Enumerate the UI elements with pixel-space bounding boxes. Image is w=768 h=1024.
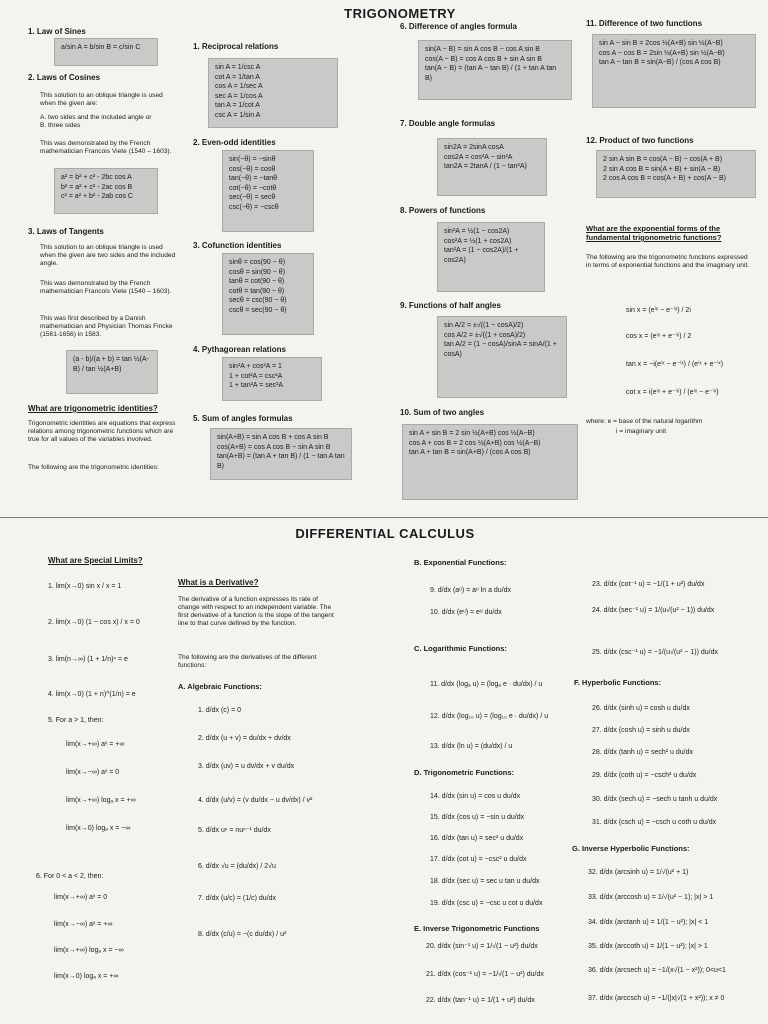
law-of-tangents-first: This was first described by a Danish mathematician and Physician Thomas Fincke (1561-1656) in 1583.: [40, 315, 173, 338]
even-odd-cos: cos(−θ) = cosθ: [229, 165, 276, 173]
pythagorean-box: [222, 357, 322, 401]
law-of-tangents-formula: (a - b)/(a + b) = tan ½(A-B) / tan ½(A+B): [73, 356, 149, 373]
logarithmic-13: 13. d/dx (ln u) = (du/dx) / u: [430, 743, 513, 750]
exp-where-e: where: e = base of the natural logarithm: [586, 418, 703, 425]
reciprocal-tan: tan A = 1/cot A: [215, 102, 260, 109]
half-angles-box: [437, 316, 567, 398]
powers-heading: 8. Powers of functions: [400, 206, 486, 215]
inverse-hyperbolic-37: 37. d/dx (arccsch u) = −1/(|x|√(1 + x²)); x ≠ 0: [588, 995, 725, 1002]
powers-box: [437, 222, 545, 292]
law-of-tangents-demo: This was demonstrated by the French mathematician Francois Viete (1540 – 1603).: [40, 280, 172, 295]
exp-where-i: i = imaginary unit: [616, 428, 667, 435]
exponential-forms-text: The following are the trigonometric functions expressed in terms of exponential functions and the imaginary unit.: [586, 254, 750, 269]
half-angles-tan: tan A/2 = (1 − cosA)/sinA = sinA/(1 + cosA): [444, 341, 557, 358]
even-odd-box: [222, 150, 314, 232]
product-cos-cos: 2 cos A cos B = cos(A + B) + cos(A − B): [603, 175, 726, 182]
diff-two-box: [592, 34, 756, 108]
algebraic-4: 4. d/dx (u/v) = (v du/dx − u dv/dx) / v²: [198, 797, 313, 804]
pythagorean-heading: 4. Pythagorean relations: [193, 345, 286, 354]
reciprocal-box: [208, 58, 338, 128]
inverse-hyperbolic-heading: G. Inverse Hyperbolic Functions:: [572, 844, 690, 853]
sum-two-tan: tan A + tan B = sin(A+B) / (cos A cos B): [409, 449, 531, 456]
trigonometric-14: 14. d/dx (sin u) = cos u du/dx: [430, 793, 521, 800]
reciprocal-cot: cot A = 1/tan A: [215, 73, 260, 81]
inverse-hyperbolic-33: 33. d/dx (arccosh u) = 1/√(u² − 1); |x| > 1: [588, 894, 714, 901]
law-of-tangents-text: This solution to an oblique triangle is used when the given are two sides and the included angle.: [40, 244, 176, 267]
diff-two-sin: sin A − sin B = 2cos ½(A+B) sin ½(A−B): [599, 40, 723, 47]
hyperbolic-29: 29. d/dx (coth u) = −csch² u du/dx: [592, 772, 697, 779]
double-angle-sin: sin2A = 2sinA cosA: [444, 144, 504, 151]
exponential-heading: B. Exponential Functions:: [414, 558, 507, 567]
calculus-title: DIFFERENTIAL CALCULUS: [295, 526, 475, 541]
reciprocal-heading: 1. Reciprocal relations: [193, 42, 279, 51]
law-of-cosines-heading: 2. Laws of Cosines: [28, 73, 101, 82]
logarithmic-11: 11. d/dx (logₐ u) = (logₐ e · du/dx) / u: [430, 681, 543, 688]
algebraic-heading: A. Algebraic Functions:: [178, 682, 262, 691]
trigonometric-15: 15. d/dx (cos u) = −sin u du/dx: [430, 814, 525, 821]
product-sin-cos: 2 sin A cos B = sin(A + B) + sin(A − B): [603, 165, 721, 173]
pythagorean-1: sin²A + cos²A = 1: [229, 363, 282, 370]
law-of-sines-formula: a/sin A = b/sin B = c/sin C: [61, 44, 141, 51]
powers-sin: sin²A = ½(1 − cos2A): [444, 228, 510, 235]
limit-5a: lim(x→+∞) aˣ = +∞: [66, 741, 125, 748]
limit-3: 3. lim(n→∞) (1 + 1/n)ⁿ = e: [48, 656, 128, 663]
product-sin-sin: 2 sin A sin B = cos(A − B) − cos(A + B): [603, 156, 723, 163]
algebraic-6: 6. d/dx √u = (du/dx) / 2√u: [198, 863, 276, 870]
trig-identities-following: The following are the trigonometric identities:: [28, 464, 159, 471]
diff-two-cos: cos A − cos B = 2sin ½(A+B) sin ½(A−B): [599, 49, 725, 57]
double-angle-cos: cos2A = cos²A − sin²A: [444, 153, 513, 161]
pythagorean-3: 1 + tan²A = sec²A: [229, 382, 284, 389]
algebraic-5: 5. d/dx uⁿ = nuⁿ⁻¹ du/dx: [198, 827, 271, 834]
cofunction-tan: tanθ = cot(90 − θ): [229, 278, 285, 285]
sum-two-heading: 10. Sum of two angles: [400, 408, 485, 417]
law-of-cosines-option-a: A. two sides and the included angle or: [40, 114, 152, 121]
half-angles-heading: 9. Functions of half angles: [400, 301, 501, 310]
even-odd-csc: csc(−θ) = −cscθ: [229, 203, 279, 211]
limit-5d: lim(x→0) logₐ x = −∞: [66, 825, 131, 832]
sum-two-sin: sin A + sin B = 2 sin ½(A+B) cos ½(A−B): [409, 430, 535, 437]
powers-cos: cos²A = ½(1 + cos2A): [444, 237, 512, 245]
diff-angles-cos: cos(A − B) = cos A cos B + sin A sin B: [425, 55, 542, 63]
inverse-hyperbolic-34: 34. d/dx (arctanh u) = 1/(1 − u²); |x| < 1: [588, 919, 709, 926]
law-of-cosines-formula-1: a² = b² + c² - 2bc cos A: [61, 174, 132, 181]
reciprocal-cos: cos A = 1/sec A: [215, 83, 263, 90]
law-of-sines-heading: 1. Law of Sines: [28, 27, 86, 36]
inverse-trig-21: 21. d/dx (cos⁻¹ u) = −1/√(1 − u²) du/dx: [426, 971, 544, 978]
algebraic-3: 3. d/dx (uv) = u dv/dx + v du/dx: [198, 763, 295, 770]
diff-angles-box: [418, 40, 572, 100]
exponential-9: 9. d/dx (aᵘ) = aᵘ ln a du/dx: [430, 587, 512, 594]
hyperbolic-30: 30. d/dx (sech u) = −sech u tanh u du/dx: [592, 796, 718, 803]
trig-identities-text: Trigonometric identities are equations that express relations among trigonometric functions which are true for all values of the variables involved.: [28, 420, 176, 443]
diff-two-tan: tan A − tan B = sin(A−B) / (cos A cos B): [599, 59, 721, 66]
diff-angles-heading: 6. Difference of angles formula: [400, 22, 517, 31]
half-angles-cos: cos A/2 = ±√((1 + cosA)/2): [444, 331, 526, 339]
even-odd-cot: cot(−θ) = −cotθ: [229, 184, 277, 192]
law-of-tangents-box: [66, 350, 158, 394]
double-angle-heading: 7. Double angle formulas: [400, 119, 496, 128]
exp-cos: cos x = (eⁱˣ + e⁻ⁱˣ) / 2: [626, 333, 692, 340]
diff-angles-tan: tan(A − B) = (tan A − tan B) / (1 + tan A tan B): [425, 65, 557, 82]
logarithmic-heading: C. Logarithmic Functions:: [414, 644, 507, 653]
hyperbolic-26: 26. d/dx (sinh u) = cosh u du/dx: [592, 705, 690, 712]
algebraic-8: 8. d/dx (c/u) = −(c du/dx) / u²: [198, 931, 287, 938]
reciprocal-sin: sin A = 1/csc A: [215, 64, 261, 71]
law-of-cosines-formula-2: b² = a² + c² - 2ac cos B: [61, 183, 133, 191]
sum-angles-heading: 5. Sum of angles formulas: [193, 414, 293, 423]
inverse-trig-heading: E. Inverse Trigonometric Functions: [414, 924, 540, 933]
sum-two-cos: cos A + cos B = 2 cos ½(A+B) cos ½(A−B): [409, 439, 541, 447]
hyperbolic-heading: F. Hyperbolic Functions:: [574, 678, 662, 687]
hyperbolic-28: 28. d/dx (tanh u) = sech² u du/dx: [592, 749, 693, 756]
double-angle-box: [437, 138, 547, 196]
derivative-text: The derivative of a function expresses its rate of change with respect to an independent variable. The first derivative of a function is the slope of the tangent line to that curve defined by the function.: [178, 596, 334, 627]
reciprocal-csc: csc A = 1/sin A: [215, 111, 261, 119]
exponential-10: 10. d/dx (eᵘ) = eᵘ du/dx: [430, 609, 502, 616]
algebraic-7: 7. d/dx (u/c) = (1/c) du/dx: [198, 895, 277, 902]
exponential-forms-heading: What are the exponential forms of the fundamental trigonometric functions?: [586, 224, 722, 242]
product-heading: 12. Product of two functions: [586, 136, 694, 145]
even-odd-tan: tan(−θ) = −tanθ: [229, 175, 278, 182]
trig-identities-heading: What are trigonometric identities?: [28, 404, 158, 413]
law-of-cosines-box: [54, 168, 158, 214]
even-odd-sin: sin(−θ) = −sinθ: [229, 156, 276, 163]
inverse-trig-20: 20. d/dx (sin⁻¹ u) = 1/√(1 − u²) du/dx: [426, 943, 538, 950]
exp-cot: cot x = i(eⁱˣ + e⁻ⁱˣ) / (eⁱˣ − e⁻ⁱˣ): [626, 389, 719, 396]
limit-5b: lim(x→−∞) aˣ = 0: [66, 769, 120, 776]
reciprocal-sec: sec A = 1/cos A: [215, 92, 263, 100]
limit-6c: lim(x→+∞) logₐ x = −∞: [54, 947, 124, 954]
law-of-tangents-heading: 3. Laws of Tangents: [28, 227, 104, 236]
hyperbolic-31: 31. d/dx (csch u) = −csch u coth u du/dx: [592, 819, 717, 826]
law-of-cosines-option-b: B. three sides: [40, 122, 81, 129]
trigonometric-17: 17. d/dx (cot u) = −csc² u du/dx: [430, 856, 527, 863]
limit-5: 5. For a > 1, then:: [48, 717, 104, 724]
limit-4: 4. lim(x→0) (1 + n)^(1/n) = e: [48, 691, 136, 698]
inverse-hyperbolic-32: 32. d/dx (arcsinh u) = 1/√(u² + 1): [588, 869, 689, 876]
cofunction-box: [222, 253, 314, 335]
limit-6d: lim(x→0) logₐ x = +∞: [54, 973, 119, 980]
powers-tan: tan²A = (1 − cos2A)/(1 + cos2A): [444, 247, 519, 264]
limit-6a: lim(x→+∞) aˣ = 0: [54, 894, 108, 901]
exp-tan: tan x = −i(eⁱˣ − e⁻ⁱˣ) / (eⁱˣ + e⁻ⁱˣ): [626, 361, 724, 368]
sum-angles-tan: tan(A+B) = (tan A + tan B) / (1 − tan A tan B): [217, 453, 345, 470]
half-angles-sin: sin A/2 = ±√((1 − cosA)/2): [444, 322, 524, 329]
trigonometric-16: 16. d/dx (tan u) = sec² u du/dx: [430, 835, 524, 842]
sum-angles-box: [210, 428, 352, 480]
cofunction-sec: secθ = csc(90 − θ): [229, 297, 287, 304]
trigonometric-18: 18. d/dx (sec u) = sec u tan u du/dx: [430, 878, 540, 885]
trigonometric-heading: D. Trigonometric Functions:: [414, 768, 515, 777]
law-of-cosines-text: This solution to an oblique triangle is used when the given are:: [40, 92, 163, 107]
section-divider: [0, 517, 768, 518]
inverse-trig-23: 23. d/dx (cot⁻¹ u) = −1/(1 + u²) du/dx: [592, 581, 705, 588]
sum-angles-cos: cos(A+B) = cos A cos B − sin A sin B: [217, 443, 331, 451]
trigonometric-19: 19. d/dx (csc u) = −csc u cot u du/dx: [430, 900, 543, 907]
derivative-heading: What is a Derivative?: [178, 578, 259, 587]
diff-two-heading: 11. Difference of two functions: [586, 19, 703, 28]
exp-sin: sin x = (eⁱˣ − e⁻ⁱˣ) / 2i: [626, 307, 691, 314]
cofunction-heading: 3. Cofunction identities: [193, 241, 282, 250]
limit-6: 6. For 0 < a < 2, then:: [36, 873, 104, 880]
hyperbolic-27: 27. d/dx (cosh u) = sinh u du/dx: [592, 727, 690, 734]
cofunction-sin: sinθ = cos(90 − θ): [229, 259, 286, 266]
double-angle-tan: tan2A = 2tanA / (1 − tan²A): [444, 163, 527, 170]
algebraic-2: 2. d/dx (u + v) = du/dx + dv/dx: [198, 735, 291, 742]
special-limits-heading: What are Special Limits?: [48, 556, 143, 565]
cofunction-csc: cscθ = sec(90 − θ): [229, 306, 287, 314]
law-of-sines-box: [54, 38, 158, 66]
diff-angles-sin: sin(A − B) = sin A cos B − cos A sin B: [425, 46, 540, 53]
algebraic-1: 1. d/dx (c) = 0: [198, 707, 241, 714]
product-box: [596, 150, 756, 198]
even-odd-heading: 2. Even-odd identities: [193, 138, 276, 147]
inverse-trig-25: 25. d/dx (csc⁻¹ u) = −1/(u√(u² − 1)) du/dx: [592, 649, 719, 656]
inverse-hyperbolic-36: 36. d/dx (arcsech u) = −1/(x√(1 − x²)); 0<u<1: [588, 967, 726, 974]
logarithmic-12: 12. d/dx (log₁₀ u) = (log₁₀ e · du/dx) / u: [430, 713, 549, 720]
inverse-trig-24: 24. d/dx (sec⁻¹ u) = 1/(u√(u² − 1)) du/dx: [592, 607, 715, 614]
limit-6b: lim(x→−∞) aˣ = +∞: [54, 921, 113, 928]
cofunction-cot: cotθ = tan(90 − θ): [229, 287, 285, 295]
trigonometry-title: TRIGONOMETRY: [344, 6, 456, 21]
law-of-cosines-demo: This was demonstrated by the French mathematician Francois Viete (1540 – 1603).: [40, 140, 172, 155]
limit-1: 1. lim(x→0) sin x / x = 1: [48, 583, 122, 590]
sum-angles-sin: sin(A+B) = sin A cos B + cos A sin B: [217, 434, 329, 441]
limit-5c: lim(x→+∞) logₐ x = +∞: [66, 797, 136, 804]
law-of-cosines-formula-3: c² = a² + b² - 2ab cos C: [61, 193, 133, 200]
inverse-hyperbolic-35: 35. d/dx (arccoth u) = 1/(1 − u²); |x| > 1: [588, 943, 708, 950]
sum-two-box: [402, 424, 578, 500]
even-odd-sec: sec(−θ) = secθ: [229, 194, 276, 201]
limit-2: 2. lim(x→0) (1 − cos x) / x = 0: [48, 619, 140, 626]
derivative-following: The following are the derivatives of the different functions:: [178, 654, 317, 669]
inverse-trig-22: 22. d/dx (tan⁻¹ u) = 1/(1 + u²) du/dx: [426, 997, 535, 1004]
cofunction-cos: cosθ = sin(90 − θ): [229, 268, 286, 276]
pythagorean-2: 1 + cot²A = csc²A: [229, 372, 283, 380]
